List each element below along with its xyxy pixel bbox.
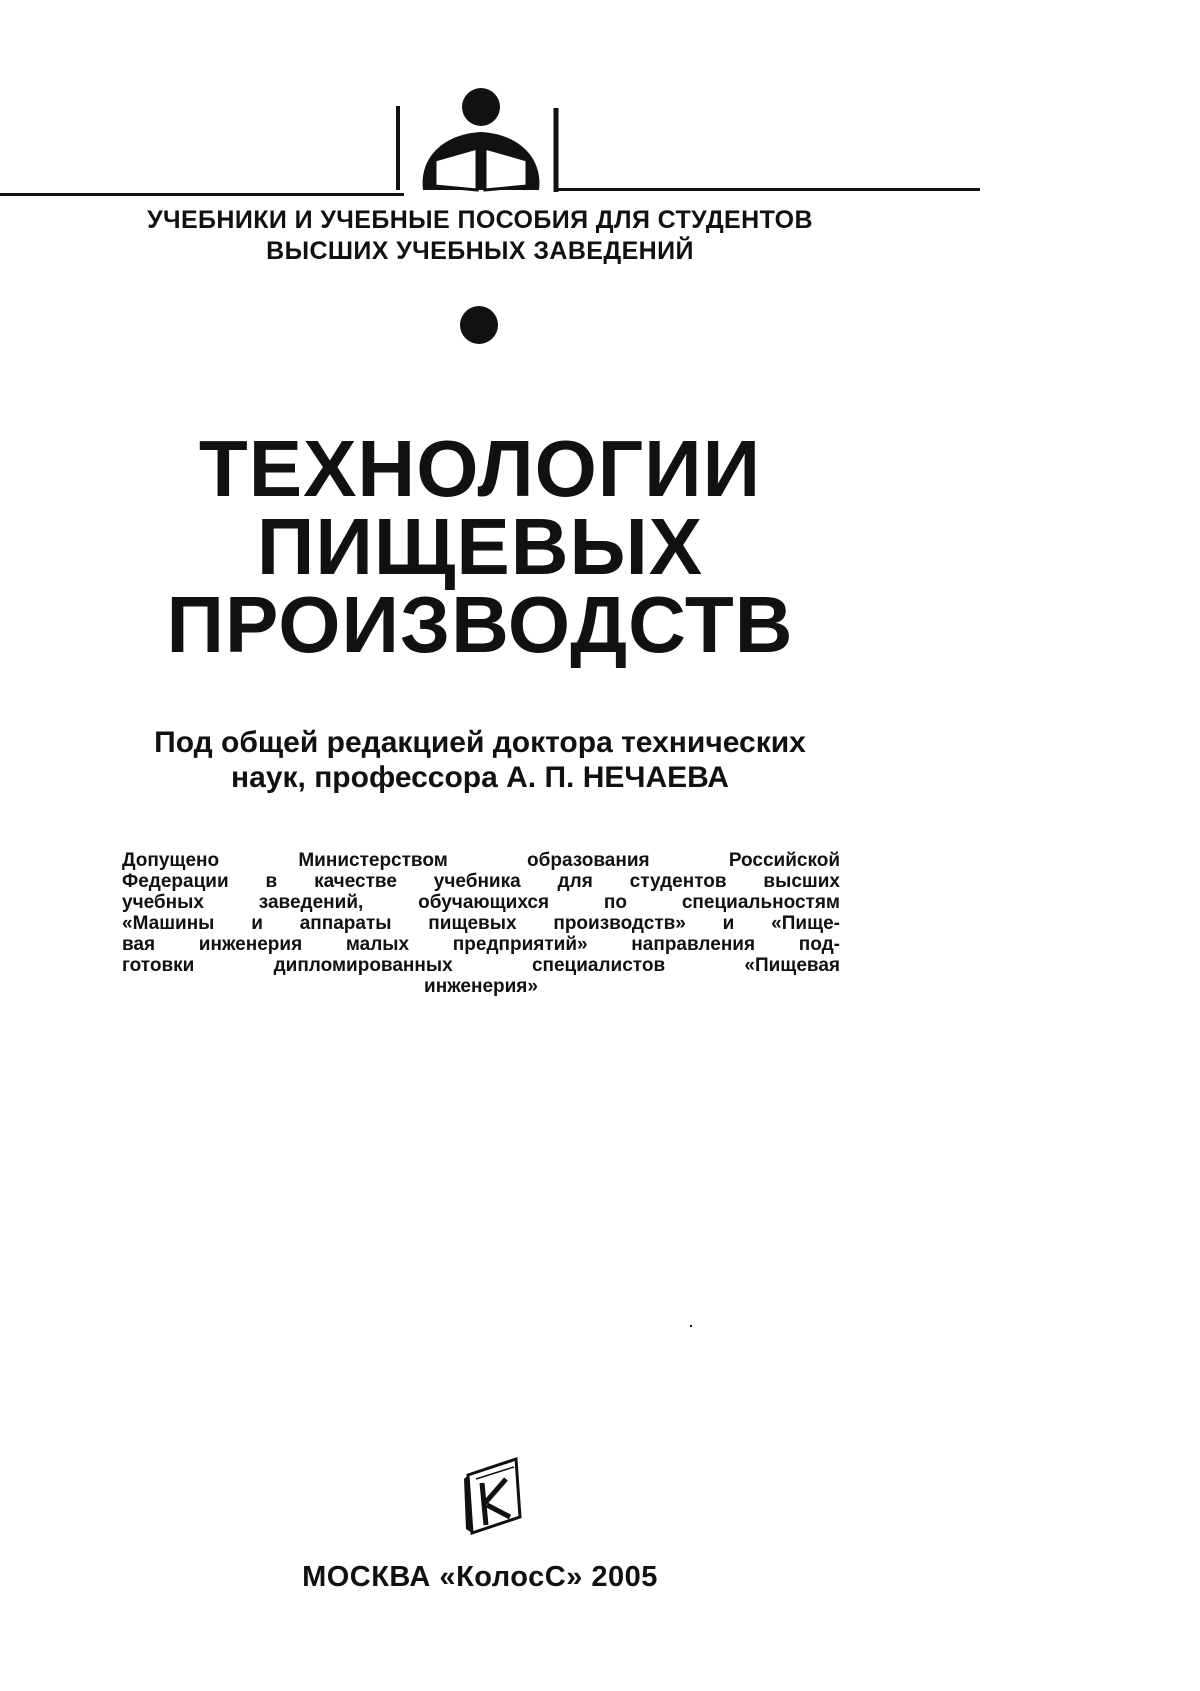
- book-title: [0, 424, 960, 669]
- approval-line-6: готовки дипломированных специалистов «Пищевая: [122, 955, 840, 976]
- editor-line-1: Под общей редакцией доктора технических: [154, 726, 806, 759]
- reader-with-open-book-icon: [395, 78, 565, 193]
- editor-credit: [0, 725, 960, 795]
- approval-line-7: инженерия»: [424, 976, 538, 997]
- approval-line-4: «Машины и аппараты пищевых производств» и «Пище-: [122, 913, 840, 934]
- approval-line-3: учебных заведений, обучающихся по специальностям: [122, 892, 840, 913]
- series-label: [0, 205, 960, 267]
- approval-line-2: Федерации в качестве учебника для студентов высших: [122, 871, 840, 892]
- approval-line-5: вая инженерия малых предприятий» направления под-: [122, 934, 840, 955]
- top-rule-right: [556, 188, 980, 191]
- approval-note: [122, 850, 840, 997]
- print-speck: [690, 1325, 692, 1327]
- kolos-book-logo-icon: [460, 1455, 526, 1535]
- top-rule-left: [0, 193, 404, 196]
- approval-line-1: Допущено Министерством образования Российской: [122, 850, 840, 871]
- separator-dot: [460, 306, 498, 344]
- book-title-line-1: ТЕХНОЛОГИИ: [198, 424, 762, 513]
- editor-line-2: наук, профессора А. П. НЕЧАЕВА: [231, 761, 729, 794]
- book-title-line-3: ПРОИЗВОДСТВ: [166, 580, 794, 669]
- series-line-2: ВЫСШИХ УЧЕБНЫХ ЗАВЕДЕНИЙ: [266, 237, 694, 265]
- series-line-1: УЧЕБНИКИ И УЧЕБНЫЕ ПОСОБИЯ ДЛЯ СТУДЕНТОВ: [147, 206, 813, 234]
- book-title-line-2: ПИЩЕВЫХ: [256, 502, 704, 591]
- publisher-imprint: МОСКВА «КолосС» 2005: [302, 1561, 658, 1593]
